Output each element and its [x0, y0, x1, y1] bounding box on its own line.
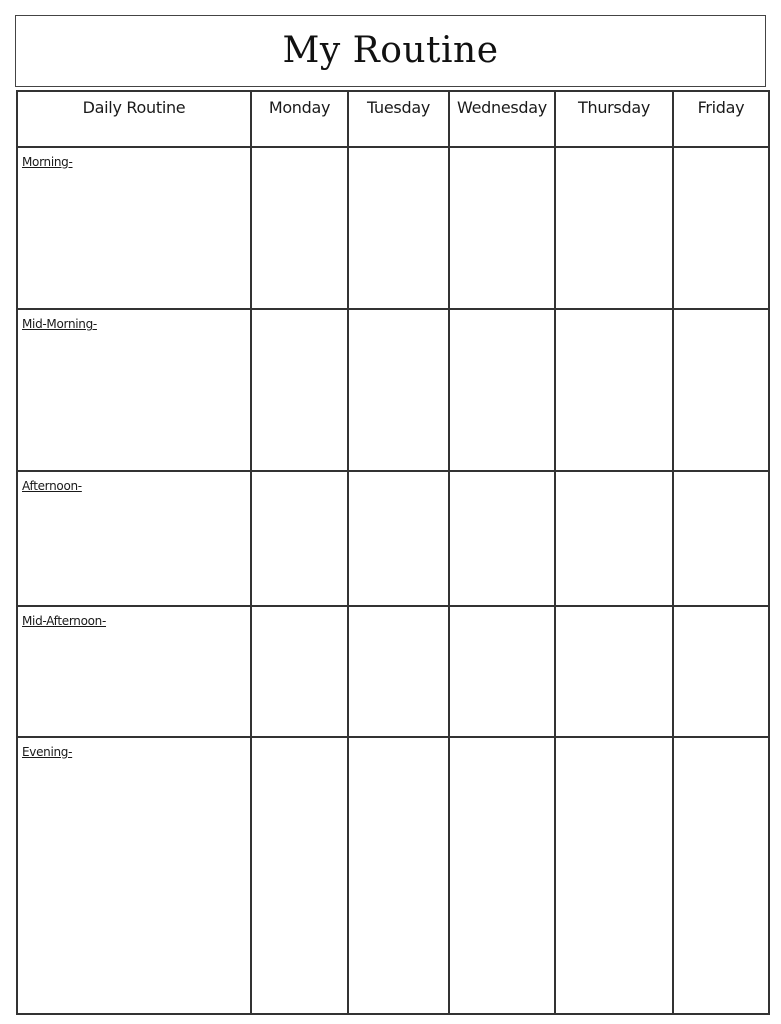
cell-morning-wednesday[interactable] — [449, 147, 555, 309]
period-label-mid-morning: Mid-Morning- — [22, 317, 97, 331]
cell-afternoon-tuesday[interactable] — [348, 471, 449, 606]
routine-row-mid-afternoon — [17, 606, 769, 737]
cell-mid-morning-thursday[interactable] — [555, 309, 673, 471]
period-cell-evening — [17, 737, 251, 1014]
routine-row-morning — [17, 147, 769, 309]
header-wednesday: Wednesday — [449, 91, 555, 147]
cell-evening-thursday[interactable] — [555, 737, 673, 1014]
period-label-evening: Evening- — [22, 745, 73, 759]
header-thursday: Thursday — [555, 91, 673, 147]
cell-mid-morning-monday[interactable] — [251, 309, 348, 471]
cell-evening-monday[interactable] — [251, 737, 348, 1014]
cell-mid-afternoon-tuesday[interactable] — [348, 606, 449, 737]
cell-evening-tuesday[interactable] — [348, 737, 449, 1014]
cell-afternoon-thursday[interactable] — [555, 471, 673, 606]
cell-morning-friday[interactable] — [673, 147, 769, 309]
header-row — [17, 91, 769, 147]
page-title: My Routine — [282, 29, 499, 71]
header-friday: Friday — [673, 91, 769, 147]
cell-mid-afternoon-thursday[interactable] — [555, 606, 673, 737]
cell-mid-afternoon-wednesday[interactable] — [449, 606, 555, 737]
period-label-mid-afternoon: Mid-Afternoon- — [22, 614, 107, 628]
cell-afternoon-wednesday[interactable] — [449, 471, 555, 606]
cell-mid-morning-wednesday[interactable] — [449, 309, 555, 471]
cell-mid-afternoon-friday[interactable] — [673, 606, 769, 737]
cell-afternoon-friday[interactable] — [673, 471, 769, 606]
cell-evening-friday[interactable] — [673, 737, 769, 1014]
period-label-afternoon: Afternoon- — [22, 479, 82, 493]
cell-afternoon-monday[interactable] — [251, 471, 348, 606]
cell-morning-thursday[interactable] — [555, 147, 673, 309]
cell-morning-tuesday[interactable] — [348, 147, 449, 309]
title-box — [15, 15, 766, 87]
cell-evening-wednesday[interactable] — [449, 737, 555, 1014]
cell-mid-morning-tuesday[interactable] — [348, 309, 449, 471]
routine-row-evening — [17, 737, 769, 1014]
routine-row-mid-morning — [17, 309, 769, 471]
header-monday: Monday — [251, 91, 348, 147]
header-daily-routine: Daily Routine — [17, 91, 251, 147]
cell-mid-morning-friday[interactable] — [673, 309, 769, 471]
period-label-morning: Morning- — [22, 155, 73, 169]
period-cell-mid-morning — [17, 309, 251, 471]
period-cell-morning — [17, 147, 251, 309]
routine-table — [16, 90, 770, 1015]
routine-row-afternoon — [17, 471, 769, 606]
header-tuesday: Tuesday — [348, 91, 449, 147]
cell-morning-monday[interactable] — [251, 147, 348, 309]
period-cell-mid-afternoon — [17, 606, 251, 737]
cell-mid-afternoon-monday[interactable] — [251, 606, 348, 737]
period-cell-afternoon — [17, 471, 251, 606]
